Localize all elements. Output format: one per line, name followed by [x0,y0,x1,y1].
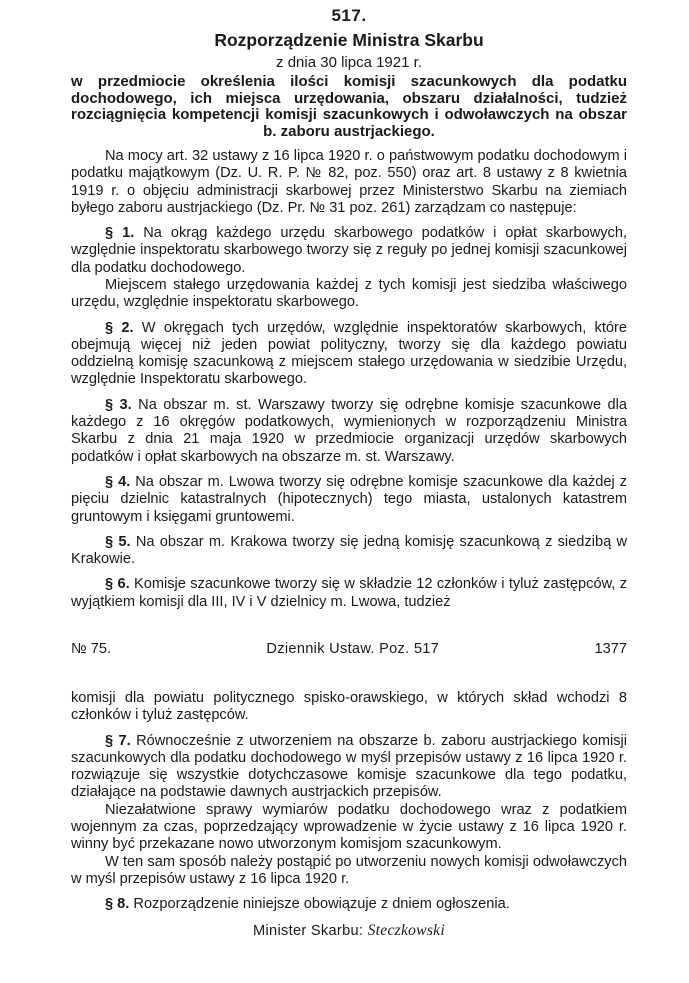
page-footer [71,641,627,658]
section-7-continued: Niezałatwione sprawy wymiarów podatku dochodowego wraz z podatkiem wojennym za czas, poprzedzający wprowadzenie w życie ustawy z 16 lipca 1920 r. winny być przekazane nowo utworzonym komisjom szacunkowym. [71,801,627,853]
section-text: Komisje szacunkowe tworzy się w składzie 12 członków i tyluż zastępców, z wyjątkiem komisji dla III, IV i V dzielnicy m. Lwowa, tudzież [71,576,627,610]
section-1 [71,225,627,277]
act-date: z dnia 30 lipca 1921 r. [276,54,422,71]
journal-reference: Dziennik Ustaw. Poz. 517 [266,641,440,657]
upper-section [71,6,627,611]
section-text: Równocześnie z utworzeniem na obszarze b. zaboru austrjackiego komisji szacunkowych dla podatku dochodowego w myśl przepisów ustawy z 16 lipca 1920 r. rozwiązuje się wszystkie dotychczasowe komisje szacunkowe dla tego podatku, działające na podstawie dawnych austrjackich przepisów. [71,732,628,801]
section-marker: § 3. [105,396,132,413]
lower-section [71,690,627,940]
section-8 [71,896,627,913]
continued-text: komisji dla powiatu politycznego spisko-orawskiego, w których skład wchodzi 8 członków i tyluż zastępców. [71,690,627,724]
signature-label: Minister Skarbu: [253,922,364,939]
issue-number: № 75. [71,641,111,657]
section-marker: § 4. [105,473,131,490]
act-subject: w przedmiocie określenia ilości komisji szacunkowych dla podatku dochodowego, ich miejsca urzędowania, obszaru działalności, tudzież rozciągnięcia kompetencji komisji szacunkowych i odwoławczych na obszar b. zaboru austrjackiego. [71,73,627,140]
section-marker: § 8. [105,896,130,913]
section-2 [71,320,627,389]
section-text: Rozporządzenie niniejsze obowiązuje z dniem ogłoszenia. [133,896,510,913]
section-1-continued: Miejscem stałego urzędowania każdej z tych komisji jest siedziba właściwego urzędu, względnie inspektoratu skarbowego. [71,277,627,311]
section-7-continued-2: W ten sam sposób należy postąpić po utworzeniu nowych komisji odwoławczych w myśl przepisów ustawy z 16 lipca 1920 r. [71,853,627,887]
signature-name: Steczkowski [367,921,445,939]
section-3 [71,397,627,466]
section-marker: § 5. [105,533,131,550]
section-text: Na okrąg każdego urzędu skarbowego podatków i opłat skarbowych, względnie inspektoratu skarbowego tworzy się z reguły po jednej komisji szacunkowej dla podatku dochodowego. [71,225,627,276]
section-text: Na obszar m. Lwowa tworzy się odrębne komisje szacunkowe dla każdej z pięciu dzielnic katastralnych (hipotecznych) tego miasta, ustalonych katastrem gruntowym i księgami gruntowemi. [71,473,627,525]
section-5 [71,534,627,569]
act-title: Rozporządzenie Ministra Skarbu [214,30,484,50]
section-6 [71,576,627,611]
page-number: 1377 [594,641,627,657]
act-number: 517. [331,6,367,25]
intro-paragraph: Na mocy art. 32 ustawy z 16 lipca 1920 r. o państwowym podatku dochodowym i podatku majątkowym (Dz. U. R. P. № 82, poz. 550) oraz art. 8 ustawy z 8 kwietnia 1919 r. o objęciu administracji skarbowej przez Ministerstwo Skarbu na ziemiach byłego zaboru austrjackiego (Dz. Pr. № 31 poz. 261) zarządzam co następuje: [71,147,627,216]
section-text: Na obszar m. st. Warszawy tworzy się odrębne komisje szacunkowe dla każdego z 16 okręgów podatkowych, wymienionych w rozporządzeniu Ministra Skarbu z dnia 21 maja 1920 w przedmiocie organizacji urzędów skarbowych podatków i opłat skarbowych na obszarze m. st. Warszawy. [71,396,627,465]
section-text: W okręgach tych urzędów, względnie inspektoratów skarbowych, które obejmują więcej niż jeden powiat polityczny, tworzy się dla każdego powiatu oddzielną komisję szacunkową z miejscem stałego urzędowania w siedzibie Urzędu, względnie Inspektoratu skarbowego. [71,319,627,388]
section-7 [71,733,627,802]
section-text: Na obszar m. Krakowa tworzy się jedną komisję szacunkową z siedzibą w Krakowie. [71,533,627,568]
section-marker: § 1. [105,225,135,242]
section-4 [71,474,627,526]
section-marker: § 6. [105,576,130,593]
signature-line [71,922,627,940]
section-marker: § 7. [105,732,131,749]
section-marker: § 2. [105,319,134,336]
